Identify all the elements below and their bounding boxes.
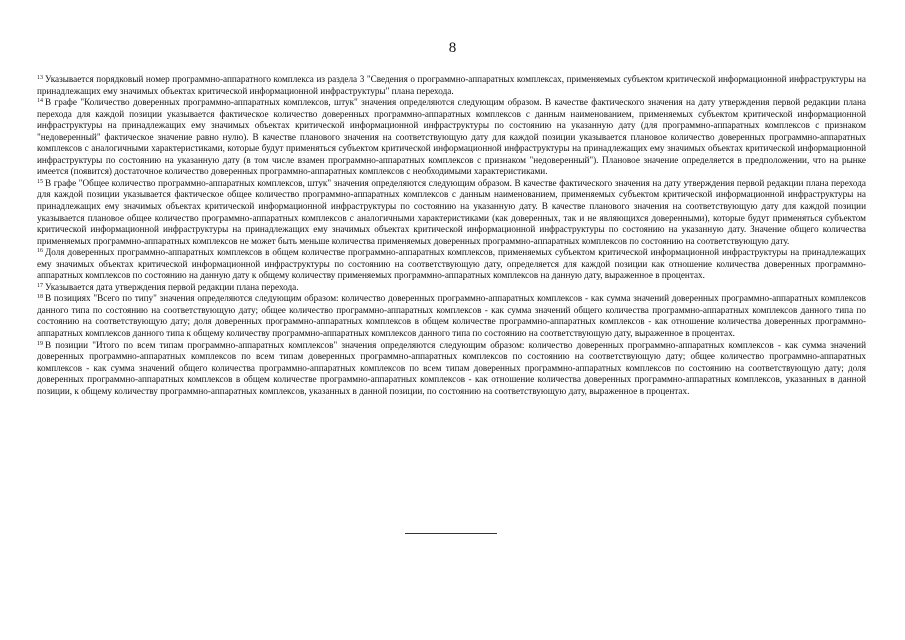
footnote-18 [37,293,866,339]
footnote-16 [37,247,866,282]
footnote-marker: 19 [37,340,43,347]
footnotes [37,74,866,397]
footnote-14 [37,97,866,178]
page-number: 8 [448,40,457,56]
footnote-text: В графе "Количество доверенных программно-аппаратных комплексов, штук" значения определяются следующим образом. В качестве фактического значения на дату утверждения первой редакции плана перехода для каждой позиции указывается фактическое количество доверенных программно-аппаратных комплексов с данным наименованием, применяемых субъектом критической информационной инфраструктуры на принадлежащих ему значимых объектах критической информационной инфраструктуры по состоянию на указанную дату (для программно-аппаратных комплексов с признаком "недоверенный" фактическое значение равно нулю). В качестве планового значения на соответствующую дату для каждой позиции указывается плановое количество доверенных программно-аппаратных комплексов с аналогичными характеристиками, которые будут применяться субъектом критической информационной инфраструктуры на принадлежащих ему значимых объектах критической информационной инфраструктуры по состоянию на указанную дату (в том числе взамен программно-аппаратных комплексов с признаком "недоверенный"). Плановое значение определяется в предположении, что на рынке имеется (появится) достаточное количество доверенных программно-аппаратных комплексов с необходимыми характеристиками. [37,97,866,177]
footnote-13 [37,74,866,97]
footnote-marker: 15 [37,178,43,185]
footnote-text: Доля доверенных программно-аппаратных комплексов в общем количестве программно-аппаратных комплексов, применяемых субъектом критической информационной инфраструктуры на принадлежащих ему значимых объектах критической информационной инфраструктуры по состоянию на соответствующую дату, определяется для каждой позиции как отношение количества доверенных программно-аппаратных комплексов по состоянию на данную дату к общему количеству применяемых программно-аппаратных комплексов на данную дату, выраженное в процентах. [37,247,866,281]
footnote-marker: 17 [37,282,43,289]
footnote-marker: 16 [37,248,43,255]
footnote-17 [37,282,866,294]
footnote-15 [37,178,866,247]
footnote-19 [37,340,866,398]
footnote-marker: 13 [37,75,43,81]
footnote-text: В позиции "Итого по всем типам программно-аппаратных комплексов" значения определяются следующим образом: количество доверенных программно-аппаратных комплексов - как сумма значений доверенных программно-аппаратных комплексов по всем типам доверенных программно-аппаратных комплексов по состоянию на соответствующую дату; общее количество программно-аппаратных комплексов - как сумма значений общего количества программно-аппаратных комплексов по всем типам доверенных программно-аппаратных комплексов по состоянию на соответствующую дату; доля доверенных программно-аппаратных комплексов в общем количестве программно-аппаратных комплексов - как отношение количества доверенных программно-аппаратных комплексов, указанных в данной позиции, к общему количеству программно-аппаратных комплексов, указанных в данной позиции, по состоянию на соответствующую дату, выраженное в процентах. [37,339,866,396]
footnote-text: В графе "Общее количество программно-аппаратных комплексов, штук" значения определяются следующим образом. В качестве фактического значения на дату утверждения первой редакции плана перехода для каждой позиции указывается фактическое общее количество программно-аппаратных комплексов с данным наименованием, применяемых субъектом критической информационной инфраструктуры на принадлежащих ему значимых объектах критической информационной инфраструктуры по состоянию на указанную дату. В качестве планового значения на соответствующую дату для каждой позиции указывается плановое общее количество программно-аппаратных комплексов с аналогичными характеристиками (как доверенных, так и не являющихся доверенными), которые будут применяться субъектом критической информационной инфраструктуры на принадлежащих ему значимых объектах критической информационной инфраструктуры по состоянию на указанную дату. Значение общего количества применяемых программно-аппаратных комплексов не может быть меньше количества применяемых доверенных программно-аппаратных комплексов по состоянию на соответствующую дату. [37,177,866,246]
footnote-marker: 14 [37,98,43,105]
footnote-marker: 18 [37,294,43,301]
footnote-text: Указывается порядковый номер программно-аппаратного комплекса из раздела 3 "Сведения о программно-аппаратных комплексах, применяемых субъектом критической информационной инфраструктуры на принадлежащих ему значимых объектах критической информационной инфраструктуры" плана перехода. [37,74,866,96]
footnote-text: В позициях "Всего по типу" значения определяются следующим образом: количество доверенных программно-аппаратных комплексов - как сумма значений доверенных программно-аппаратных комплексов данного типа по состоянию на соответствующую дату; общее количество программно-аппаратных комплексов - как сумма значений общего количества программно-аппаратных комплексов данного типа по состоянию на соответствующую дату; доля доверенных программно-аппаратных комплексов в общем количестве программно-аппаратных комплексов - как отношение количества доверенных программно-аппаратных комплексов данного типа к общему количеству программно-аппаратных комплексов данного типа по состоянию на соответствующую дату, выраженное в процентах. [37,293,866,339]
footer-rule [405,533,497,534]
footnote-text: Указывается дата утверждения первой редакции плана перехода. [45,281,299,292]
